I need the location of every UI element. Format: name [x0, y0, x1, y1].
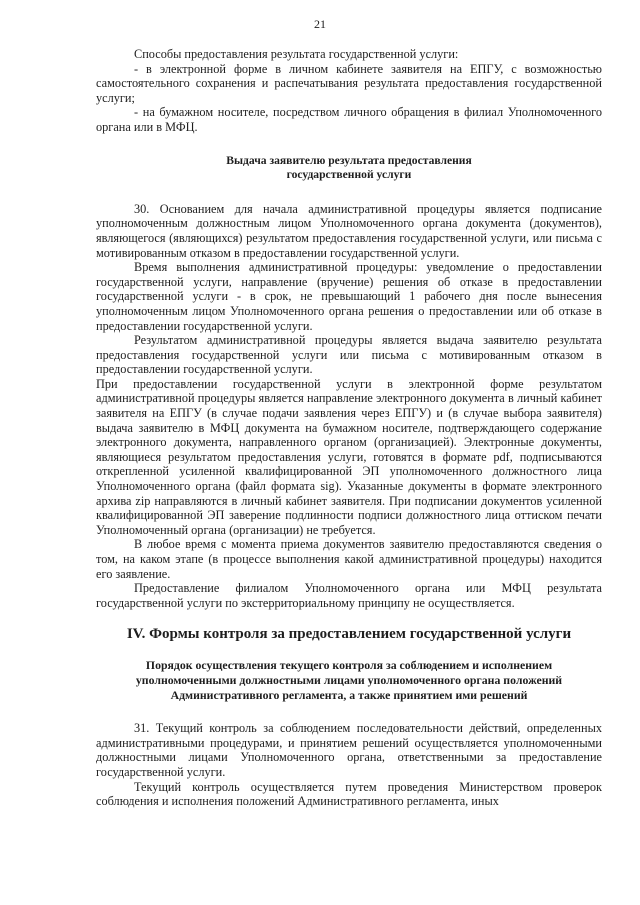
- paragraph: Способы предоставления результата государственной услуги:: [134, 47, 459, 61]
- paragraph: Предоставление филиалом Уполномоченного органа или МФЦ результата государственной услуги по экстерриториальному принципу не осуществляется.: [96, 581, 602, 610]
- page-content: [96, 47, 602, 809]
- heading-line: Порядок осуществления текущего контроля за соблюдением и исполнением: [145, 658, 553, 673]
- paragraph: - в электронной форме в личном кабинете заявителя на ЕПГУ, с возможностью самостоятельного сохранения и распечатывания результата предоставления государственной услуги;: [96, 61, 602, 105]
- paragraph: Текущий контроль осуществляется путем проведения Министерством проверок соблюдения и исполнения положений Административного регламента, иных: [96, 779, 602, 809]
- paragraph: Результатом административной процедуры является выдача заявителю результата предоставления государственной услуги или письма с мотивированным отказом в предоставлении государственной услуги.: [96, 333, 602, 377]
- paragraph: 31. Текущий контроль за соблюдением последовательности действий, определенных административными процедурами, и принятием решений осуществляется уполномоченными должностными лицами Уполномоченного органа, ответственными за предоставление государственной услуги.: [96, 721, 602, 779]
- heading-line: Административного регламента, а также принятием ими решений: [170, 687, 528, 702]
- heading-line: Выдача заявителю результата предоставления: [226, 153, 472, 167]
- paragraph: При предоставлении государственной услуги в электронной форме результатом административной процедуры является направление электронного документа в личный кабинет заявителя на ЕПГУ (в случае подачи заявления через ЕПГУ) и (в случае выбора заявителя) выдача заявителю в МФЦ документа на бумажном носителе, подтверждающего содержание электронного документа, направленного органом (организацией). Электронные документы, являющиеся результатом предоставления услуги, готовятся в формате pdf, подписываются открепленной усиленной квалифицированной ЭП уполномоченного должностного лица Уполномоченного органа (файл формата sig). Указанные документы в формате электронного архива zip направляются в личный кабинет заявителя. При подписании документов усиленной квалифицированной ЭП заверение подлинности подписи должностного лица оттиском печати Уполномоченный органа (организации) не требуется.: [96, 376, 602, 537]
- heading-line: уполномоченными должностными лицами уполномоченного органа положений: [135, 672, 563, 687]
- page-number: 21: [314, 17, 326, 31]
- subsection-heading: [96, 658, 602, 702]
- paragraph: - на бумажном носителе, посредством личного обращения в филиал Уполномоченного органа или в МФЦ.: [96, 105, 602, 134]
- paragraph: В любое время с момента приема документов заявителю предоставляются сведения о том, на каком этапе (в процессе выполнения какой административной процедуры) находится его заявление.: [96, 537, 602, 581]
- paragraph: 30. Основанием для начала административной процедуры является подписание уполномоченным должностным лицом Уполномоченного органа документа (документов), являющегося (являющихся) результатом предоставления государственной услуги, или письма с мотивированным отказом в предоставлении государственной услуги.: [96, 201, 602, 260]
- chapter-heading: IV. Формы контроля за предоставлением государственной услуги: [126, 626, 572, 643]
- paragraph: Время выполнения административной процедуры: уведомление о предоставлении государственной услуги, направление (вручение) решения об отказе в предоставлении государственной услуги - в срок, не превышающий 1 рабочего дня после вынесения уполномоченным лицом Уполномоченного органа решения о предоставлении или об отказе в предоставлении государственной услуги.: [96, 260, 602, 333]
- heading-line: государственной услуги: [286, 168, 412, 182]
- section-heading: [96, 154, 602, 183]
